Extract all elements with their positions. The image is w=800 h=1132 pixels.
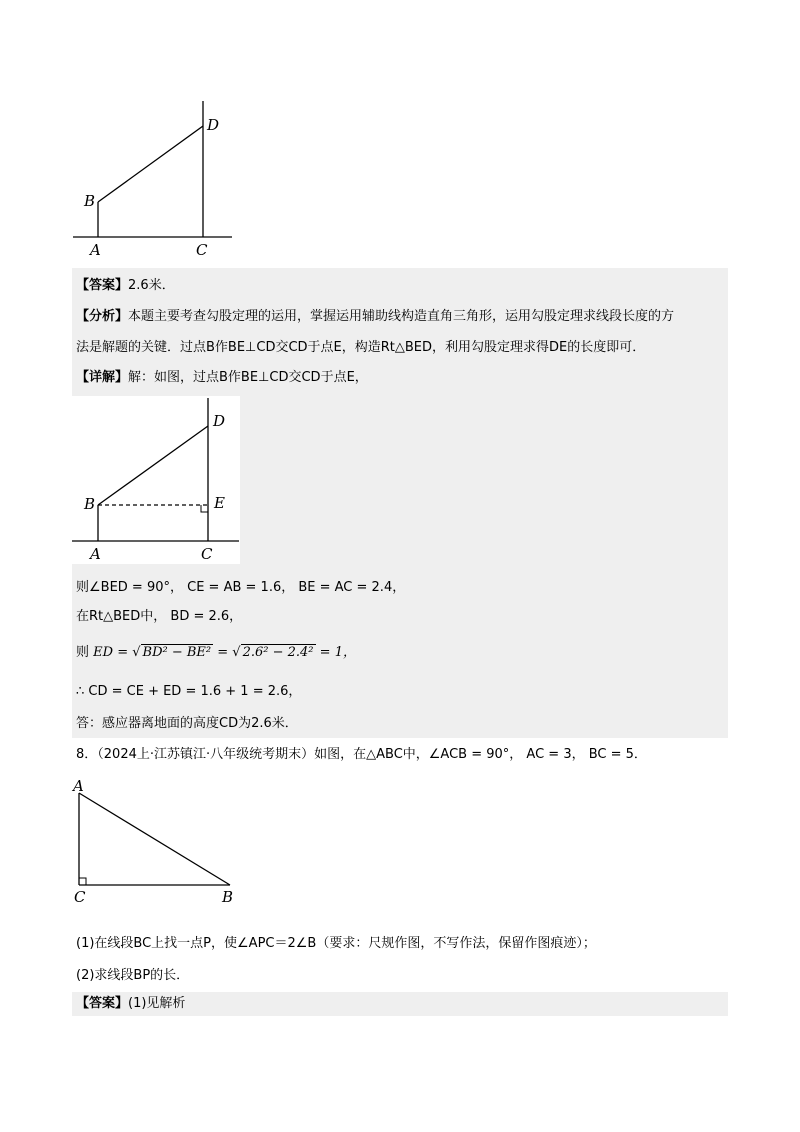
analysis-line-1: 【分析】本题主要考查勾股定理的运用，掌握运用辅助线构造直角三角形，运用勾股定理求线段长度的方 xyxy=(76,309,675,324)
sqrt-2: 2.6² − 2.4² xyxy=(242,645,314,660)
answer-tag: 【答案】 xyxy=(76,996,129,1011)
sqrt-1: BD² − BE² xyxy=(142,645,212,660)
q8-stem: 8．（2024上·江苏镇江·八年级统考期末）如图，在△ABC中，∠ACB = 90°， AC = 3， BC = 5． xyxy=(76,747,647,762)
q8-part-2: (2)求线段BP的长． xyxy=(76,968,190,983)
step-4: ∴ CD = CE + ED = 1.6 + 1 = 2.6， xyxy=(76,684,302,699)
label-B: B xyxy=(84,192,96,210)
label-C: C xyxy=(201,545,213,563)
answer-line xyxy=(76,276,175,296)
label-B: B xyxy=(84,495,96,513)
label-A: A xyxy=(73,777,84,795)
answer-tag: 【答案】 xyxy=(76,278,129,293)
step-2: 在Rt△BED中， BD = 2.6， xyxy=(76,609,243,624)
label-A: A xyxy=(90,545,101,563)
label-D: D xyxy=(207,116,220,134)
step-3: 则 ED = √ BD² − BE² = √ 2.6² − 2.4² = 1， xyxy=(76,645,356,660)
label-C: C xyxy=(196,241,208,259)
analysis-tag: 【分析】 xyxy=(76,309,129,324)
step-5: 答：感应器离地面的高度CD为2.6米． xyxy=(76,716,298,731)
detail-tag: 【详解】 xyxy=(76,370,129,385)
label-E: E xyxy=(214,494,225,512)
figure-1-diagram xyxy=(70,95,240,265)
q8-triangle-diagram xyxy=(70,775,245,910)
label-B: B xyxy=(222,888,234,906)
step-1: 则∠BED = 90°， CE = AB = 1.6， BE = AC = 2.4， xyxy=(76,580,406,595)
figure-2-diagram xyxy=(72,396,240,564)
detail-line: 【详解】解：如图，过点B作BE⊥CD交CD于点E， xyxy=(76,370,368,385)
label-A: A xyxy=(90,241,101,259)
label-C: C xyxy=(74,888,86,906)
answer-value: 2.6米． xyxy=(128,278,175,293)
q8-answer-line: 【答案】(1)见解析 xyxy=(76,996,186,1011)
q8-part-1: (1)在线段BC上找一点P，使∠APC＝2∠B（要求：尺规作图，不写作法，保留作图痕迹）； xyxy=(76,936,596,951)
label-D: D xyxy=(213,412,226,430)
analysis-line-2: 法是解题的关键．过点B作BE⊥CD交CD于点E，构造Rt△BED，利用勾股定理求得DE的长度即可． xyxy=(76,340,646,355)
